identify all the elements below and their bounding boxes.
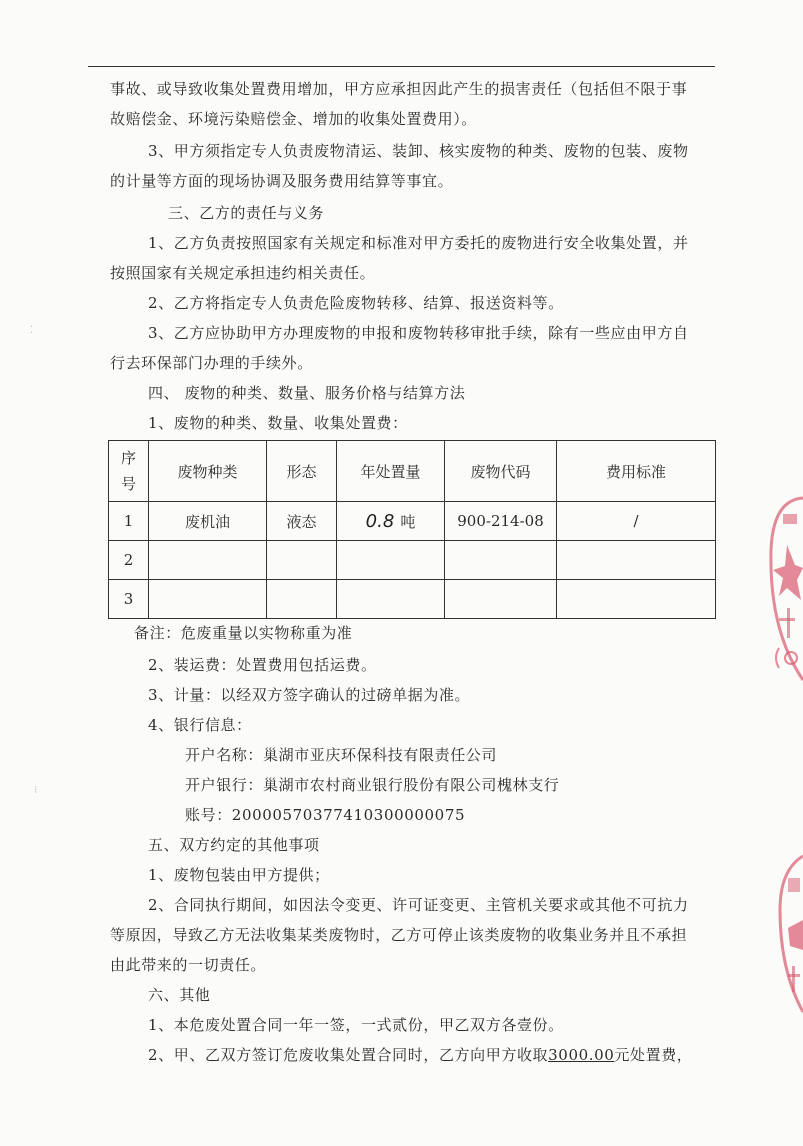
cell-kind: 废机油 [149,502,267,541]
cell-seq: 2 [109,541,149,580]
bank-name: 开户银行：巢湖市农村商业银行股份有限公司槐林支行 [185,776,560,794]
header-code: 废物代码 [445,441,557,502]
cell-fee [557,541,716,580]
cell-code [445,580,557,619]
cell-qty [337,541,445,580]
cell-qty [337,580,445,619]
header-rule [88,66,715,67]
text-line: 1、废物的种类、数量、收集处置费： [148,414,408,432]
section-heading-4: 四、 废物的种类、数量、服务价格与结算方法 [148,384,466,402]
bank-account-name: 开户名称：巢湖市亚庆环保科技有限责任公司 [185,746,498,764]
text-line: 事故、或导致收集处置费用增加，甲方应承担因此产生的损害责任（包括但不限于事 [110,80,688,98]
text-line: 等原因，导致乙方无法收集某类废物时，乙方可停止该类废物的收集业务并且不承担 [110,926,688,944]
cell-form [267,541,337,580]
text-line: 行去环保部门办理的手续外。 [110,354,313,372]
cell-fee: / [557,502,716,541]
text-fragment: 元处置费， [614,1046,693,1064]
cell-seq: 3 [109,580,149,619]
bank-account-number: 账号：20000570377410300000075 [185,806,466,824]
text-line: 4、银行信息： [148,716,252,734]
scan-speck: ⁝ [34,785,38,796]
text-line: 1、本危废处置合同一年一签，一式贰份，甲乙双方各壹份。 [148,1016,564,1034]
text-line: 3、计量：以经双方签字确认的过磅单据为准。 [148,686,471,704]
text-line: 1、乙方负责按照国家有关规定和标准对甲方委托的废物进行安全收集处置，并 [148,234,689,252]
text-line: 故赔偿金、环境污染赔偿金、增加的收集处置费用）。 [110,110,477,128]
text-line: 2、合同执行期间，如因法令变更、许可证变更、主管机关要求或其他不可抗力 [148,896,689,914]
fee-amount: 3000.00 [548,1046,615,1064]
section-heading-5: 五、双方约定的其他事项 [148,836,320,854]
cell-code: 900-214-08 [445,502,557,541]
cell-code [445,541,557,580]
cell-fee [557,580,716,619]
header-seq-top: 序 [120,449,136,467]
qty-unit: 吨 [400,512,416,531]
table-row [109,502,716,541]
table-header-row [109,441,716,502]
seal-stamp-lower-graphic [770,850,803,1020]
waste-table [108,440,716,619]
header-fee: 费用标准 [557,441,716,502]
header-seq-bottom: 号 [120,475,136,493]
cell-kind [149,541,267,580]
cell-form: 液态 [267,502,337,541]
header-qty: 年处置量 [337,441,445,502]
text-line: 的计量等方面的现场协调及服务费用结算等事宜。 [110,172,454,190]
cell-qty [337,502,445,541]
text-line: 2、乙方将指定专人负责危险废物转移、结算、报送资料等。 [148,294,564,312]
text-line: 2、装运费：处置费用包括运费。 [148,656,377,674]
text-line: 由此带来的一切责任。 [110,956,267,974]
table-note: 备注：危废重量以实物称重为准 [134,624,353,642]
scan-speck: ⁚ [30,325,34,336]
handwritten-qty: 0.8 [365,510,395,532]
cell-form [267,580,337,619]
text-line [148,1044,692,1065]
text-line: 按照国家有关规定承担违约相关责任。 [110,264,376,282]
seal-stamp-upper-graphic [765,490,803,690]
text-line: 3、甲方须指定专人负责废物清运、装卸、核实废物的种类、废物的包装、废物 [148,142,689,160]
section-heading-6: 六、其他 [148,986,211,1004]
text-fragment: 2、甲、乙双方签订危废收集处置合同时，乙方向甲方收取 [148,1046,549,1064]
header-kind: 废物种类 [149,441,267,502]
cell-kind [149,580,267,619]
header-seq [109,441,149,502]
header-form: 形态 [267,441,337,502]
table-row [109,541,716,580]
text-line: 3、乙方应协助甲方办理废物的申报和废物转移审批手续，除有一些应由甲方自 [148,324,689,342]
table-row [109,580,716,619]
text-line: 1、废物包装由甲方提供； [148,866,330,884]
section-heading-3: 三、乙方的责任与义务 [168,204,325,222]
cell-seq: 1 [109,502,149,541]
